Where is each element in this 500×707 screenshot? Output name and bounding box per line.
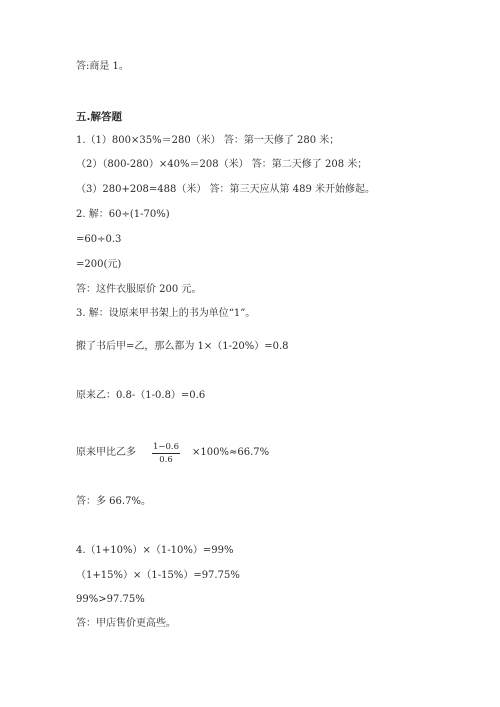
q3-answer: 答：多 66.7%。 (76, 496, 151, 507)
q1-line1: 1.（1）800×35%＝280（米） 答：第一天修了 280 米； (76, 135, 340, 146)
q2-answer: 答：这件衣服原价 200 元。 (76, 284, 202, 295)
q4-line1: 4.（1+10%）×（1-10%）=99% (76, 545, 234, 556)
q2-line3: =200(元) (76, 259, 122, 270)
q3-line1: 3. 解：设原来甲书架上的书为单位“1”。 (76, 308, 256, 319)
section-title: 五.解答题 (76, 111, 122, 123)
q1-line3: （3）280+208=488（米） 答：第三天应从第 489 米开始修起。 (76, 184, 376, 195)
q3-line4-prefix: 原来甲比乙多 (76, 447, 136, 458)
q3-line3: 原来乙：0.8-（1-0.8）=0.6 (76, 390, 206, 401)
q1-line2: （2）（800-280）×40%＝208（米） 答：第二天修了 208 米； (76, 159, 368, 170)
q2-line1: 2. 解：60÷(1-70%) (76, 209, 170, 220)
q3-fraction (152, 442, 180, 465)
q4-line2: （1+15%）×（1-15%）=97.75% (76, 570, 240, 581)
fraction-numerator: 1−0.6 (152, 442, 180, 452)
fraction-denominator: 0.6 (159, 455, 173, 465)
q2-line2: =60÷0.3 (76, 234, 122, 245)
q4-line3: 99%>97.75% (76, 594, 145, 605)
q3-line2: 搬了书后甲=乙，那么都为 1×（1-20%）=0.8 (76, 341, 289, 352)
previous-answer: 答:商是 1。 (76, 61, 129, 72)
q4-answer: 答：甲店售价更高些。 (76, 618, 176, 629)
q3-line4-suffix: ×100%≈66.7% (192, 447, 270, 458)
